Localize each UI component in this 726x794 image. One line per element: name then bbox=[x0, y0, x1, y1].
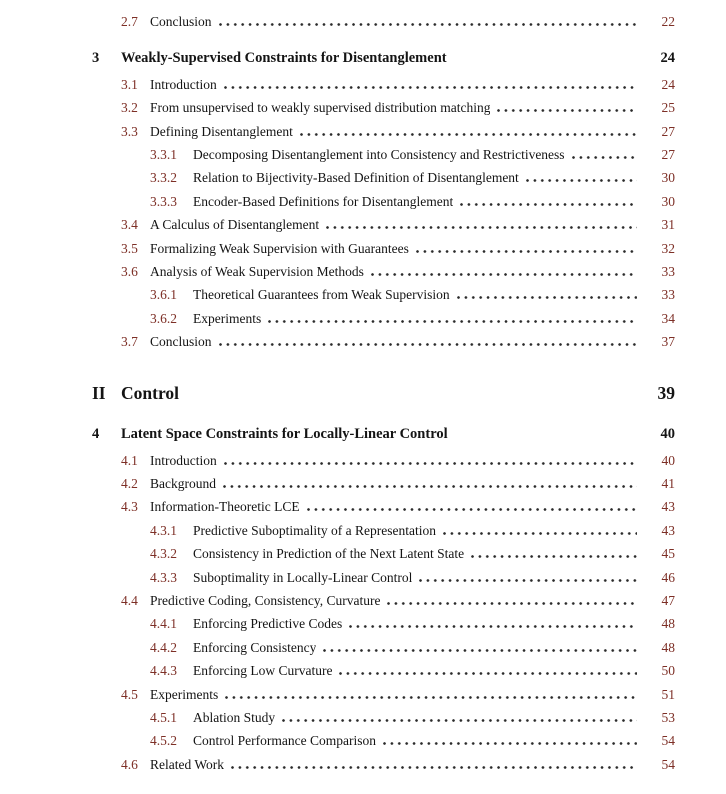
toc-entry-title[interactable]: Enforcing Consistency bbox=[193, 639, 317, 655]
toc-entry-number[interactable]: 4.3.3 bbox=[150, 569, 177, 585]
toc-entry-title[interactable]: Decomposing Disentanglement into Consistency and Restrictiveness bbox=[193, 147, 565, 163]
toc-dot-leader bbox=[383, 742, 637, 745]
toc-entry-number[interactable]: 4.2 bbox=[121, 475, 138, 491]
toc-entry bbox=[92, 283, 675, 306]
toc-entry bbox=[92, 237, 675, 260]
toc-entry-page[interactable]: 24 bbox=[661, 76, 675, 92]
toc-dot-leader bbox=[443, 532, 637, 535]
toc-entry-number[interactable]: 3.3.1 bbox=[150, 147, 177, 163]
toc-entry-page[interactable]: 53 bbox=[661, 709, 675, 725]
toc-entry-title[interactable]: Control Performance Comparison bbox=[193, 733, 376, 749]
toc-entry-number[interactable]: 4.3.1 bbox=[150, 522, 177, 538]
toc-entry-title[interactable]: Weakly-Supervised Constraints for Disentanglement bbox=[121, 50, 447, 67]
toc-entry bbox=[92, 382, 675, 405]
toc-entry bbox=[92, 307, 675, 330]
toc-entry-number[interactable]: 4.3.2 bbox=[150, 546, 177, 562]
toc-entry-number[interactable]: 4.4.2 bbox=[150, 639, 177, 655]
toc-entry-number[interactable]: 3 bbox=[92, 50, 100, 67]
toc-dot-leader bbox=[223, 485, 637, 488]
toc-dot-leader bbox=[224, 462, 637, 465]
toc-entry-number[interactable]: 3.3 bbox=[121, 123, 138, 139]
toc-entry-title[interactable]: Enforcing Predictive Codes bbox=[193, 616, 343, 632]
toc-entry bbox=[92, 190, 675, 213]
toc-entry-page[interactable]: 32 bbox=[661, 240, 675, 256]
toc-dot-leader bbox=[497, 109, 637, 112]
toc-dot-leader bbox=[231, 766, 637, 769]
toc-entry-title[interactable]: Formalizing Weak Supervision with Guarantees bbox=[150, 240, 409, 256]
toc-dot-leader bbox=[371, 273, 637, 276]
toc-entry bbox=[92, 47, 675, 70]
toc-entry-number[interactable]: 3.3.2 bbox=[150, 170, 177, 186]
toc-entry-page[interactable]: 22 bbox=[661, 14, 675, 29]
toc-entry-title[interactable]: Encoder-Based Definitions for Disentanglement bbox=[193, 193, 454, 209]
toc-entry-page[interactable]: 40 bbox=[661, 452, 675, 468]
toc-entry-page[interactable]: 40 bbox=[660, 426, 675, 443]
toc-entry-page[interactable]: 48 bbox=[661, 639, 675, 655]
toc-entry-page[interactable]: 25 bbox=[661, 100, 675, 116]
toc-dot-leader bbox=[282, 719, 637, 722]
toc-entry-page[interactable]: 51 bbox=[661, 686, 675, 702]
toc-entry bbox=[92, 10, 675, 33]
toc-entry-page[interactable]: 43 bbox=[661, 522, 675, 538]
toc-entry-page[interactable]: 54 bbox=[661, 756, 675, 772]
toc-entry-page[interactable]: 45 bbox=[661, 546, 675, 562]
toc-entry-title[interactable]: Background bbox=[150, 475, 216, 491]
toc-entry-title[interactable]: From unsupervised to weakly supervised distribution matching bbox=[150, 100, 491, 116]
toc-entry-title[interactable]: Introduction bbox=[150, 76, 217, 92]
toc-entry-title[interactable]: Experiments bbox=[150, 686, 219, 702]
toc-dot-leader bbox=[457, 296, 637, 299]
toc-entry bbox=[92, 683, 675, 706]
toc-entry bbox=[92, 636, 675, 659]
toc-entry bbox=[92, 753, 675, 776]
toc-dot-leader bbox=[268, 320, 637, 323]
toc-entry-number[interactable]: 2.7 bbox=[121, 14, 138, 29]
toc-entry-page[interactable]: 46 bbox=[661, 569, 675, 585]
toc-entry-title[interactable]: Defining Disentanglement bbox=[150, 123, 293, 139]
toc-entry-page[interactable]: 31 bbox=[661, 217, 675, 233]
toc-entry-page[interactable]: 47 bbox=[661, 592, 675, 608]
toc-entry bbox=[92, 706, 675, 729]
toc-entry-number[interactable]: 4.4 bbox=[121, 592, 138, 608]
toc-entry bbox=[92, 472, 675, 495]
toc-dot-leader bbox=[349, 625, 637, 628]
toc-entry-number[interactable]: 4.3 bbox=[121, 499, 138, 515]
toc-entry-title[interactable]: Latent Space Constraints for Locally-Linear Control bbox=[121, 426, 448, 443]
toc-dot-leader bbox=[471, 555, 637, 558]
toc-entry-title[interactable]: Theoretical Guarantees from Weak Supervision bbox=[193, 287, 450, 303]
toc-entry-number[interactable]: 4.4.1 bbox=[150, 616, 177, 632]
toc-entry bbox=[92, 542, 675, 565]
toc-entry-page[interactable]: 33 bbox=[661, 287, 675, 303]
toc-entry-title[interactable]: Predictive Suboptimality of a Representation bbox=[193, 522, 436, 538]
toc-dot-leader bbox=[300, 133, 637, 136]
toc-dot-leader bbox=[323, 649, 637, 652]
toc-entry bbox=[92, 120, 675, 143]
toc-entry bbox=[92, 566, 675, 589]
toc-dot-leader bbox=[339, 672, 637, 675]
toc-entry bbox=[92, 73, 675, 96]
toc-entry bbox=[92, 519, 675, 542]
toc-entry-number[interactable]: 4.5.2 bbox=[150, 733, 177, 749]
toc-entry-title[interactable]: Conclusion bbox=[150, 14, 212, 29]
toc-entry bbox=[92, 659, 675, 682]
toc-entry bbox=[92, 449, 675, 472]
toc-entry bbox=[92, 96, 675, 119]
toc-entry bbox=[92, 213, 675, 236]
toc-entry-number[interactable]: 4.4.3 bbox=[150, 663, 177, 679]
toc-entry-number[interactable]: 4.1 bbox=[121, 452, 138, 468]
toc-entry-number[interactable]: 4.5 bbox=[121, 686, 138, 702]
toc-dot-leader bbox=[225, 696, 637, 699]
toc-entry-title[interactable]: Enforcing Low Curvature bbox=[193, 663, 333, 679]
toc-entry-page[interactable]: 50 bbox=[661, 663, 675, 679]
toc-entry-number[interactable]: 3.3.3 bbox=[150, 193, 177, 209]
toc-entry-number[interactable]: 3.7 bbox=[121, 334, 138, 350]
toc-entry-page[interactable]: 54 bbox=[661, 733, 675, 749]
toc-entry-page[interactable]: 48 bbox=[661, 616, 675, 632]
toc-dot-leader bbox=[460, 203, 637, 206]
toc-entry-title[interactable]: Related Work bbox=[150, 756, 225, 772]
toc-entry-number[interactable]: 4.5.1 bbox=[150, 709, 177, 725]
toc-entry-number[interactable]: II bbox=[92, 382, 106, 403]
toc-dot-leader bbox=[224, 86, 637, 89]
toc-entry-page[interactable]: 30 bbox=[661, 193, 675, 209]
toc-dot-leader bbox=[419, 579, 637, 582]
toc-dot-leader bbox=[307, 508, 637, 511]
toc-entry-title[interactable]: Suboptimality in Locally-Linear Control bbox=[193, 569, 413, 585]
toc-dot-leader bbox=[326, 226, 637, 229]
toc-entry bbox=[92, 495, 675, 518]
toc-entry-title[interactable]: Information-Theoretic LCE bbox=[150, 499, 300, 515]
toc-entry-title[interactable]: Experiments bbox=[193, 310, 262, 326]
toc-entry-number[interactable]: 3.6.1 bbox=[150, 287, 177, 303]
toc-entry bbox=[92, 166, 675, 189]
toc-entry bbox=[92, 729, 675, 752]
toc-entry-title[interactable]: Control bbox=[121, 382, 180, 403]
toc-entry-number[interactable]: 3.4 bbox=[121, 217, 138, 233]
toc-entry-title[interactable]: Analysis of Weak Supervision Methods bbox=[150, 264, 364, 280]
toc-entry-number[interactable]: 4 bbox=[92, 426, 100, 443]
toc-entry-page[interactable]: 34 bbox=[661, 310, 675, 326]
toc-entry-title[interactable]: Consistency in Prediction of the Next Latent State bbox=[193, 546, 465, 562]
toc-entry bbox=[92, 143, 675, 166]
toc-dot-leader bbox=[526, 179, 637, 182]
toc-entry-page[interactable]: 37 bbox=[661, 334, 675, 350]
toc-list bbox=[92, 10, 675, 776]
toc-entry bbox=[92, 589, 675, 612]
toc-entry-page[interactable]: 30 bbox=[661, 170, 675, 186]
toc-entry-title[interactable]: Ablation Study bbox=[193, 709, 276, 725]
toc-entry bbox=[92, 423, 675, 446]
toc-dot-leader bbox=[416, 250, 637, 253]
toc-entry-page[interactable]: 27 bbox=[661, 147, 675, 163]
toc-entry-page[interactable]: 24 bbox=[660, 50, 675, 67]
toc-entry-page[interactable]: 43 bbox=[661, 499, 675, 515]
toc-dot-leader bbox=[572, 156, 637, 159]
toc-entry-page[interactable]: 41 bbox=[661, 475, 675, 491]
toc-entry-title[interactable]: Relation to Bijectivity-Based Definition of Disentanglement bbox=[193, 170, 519, 186]
toc-entry-number[interactable]: 3.1 bbox=[121, 76, 138, 92]
toc-entry-title[interactable]: Predictive Coding, Consistency, Curvature bbox=[150, 592, 381, 608]
toc-entry-number[interactable]: 3.6 bbox=[121, 264, 138, 280]
toc-entry bbox=[92, 330, 675, 353]
toc-entry bbox=[92, 612, 675, 635]
toc-dot-leader bbox=[387, 602, 637, 605]
toc-entry-title[interactable]: A Calculus of Disentanglement bbox=[150, 217, 320, 233]
toc-entry-number[interactable]: 4.6 bbox=[121, 756, 138, 772]
toc-entry-number[interactable]: 3.6.2 bbox=[150, 310, 177, 326]
toc-entry-title[interactable]: Conclusion bbox=[150, 334, 212, 350]
toc-entry-page[interactable]: 33 bbox=[661, 264, 675, 280]
toc-entry bbox=[92, 260, 675, 283]
toc-entry-page[interactable]: 27 bbox=[661, 123, 675, 139]
toc-entry-number[interactable]: 3.5 bbox=[121, 240, 138, 256]
toc-entry-title[interactable]: Introduction bbox=[150, 452, 217, 468]
toc-dot-leader bbox=[219, 343, 637, 346]
toc-entry-number[interactable]: 3.2 bbox=[121, 100, 138, 116]
toc-entry-page[interactable]: 39 bbox=[657, 382, 675, 403]
toc-dot-leader bbox=[219, 23, 637, 26]
